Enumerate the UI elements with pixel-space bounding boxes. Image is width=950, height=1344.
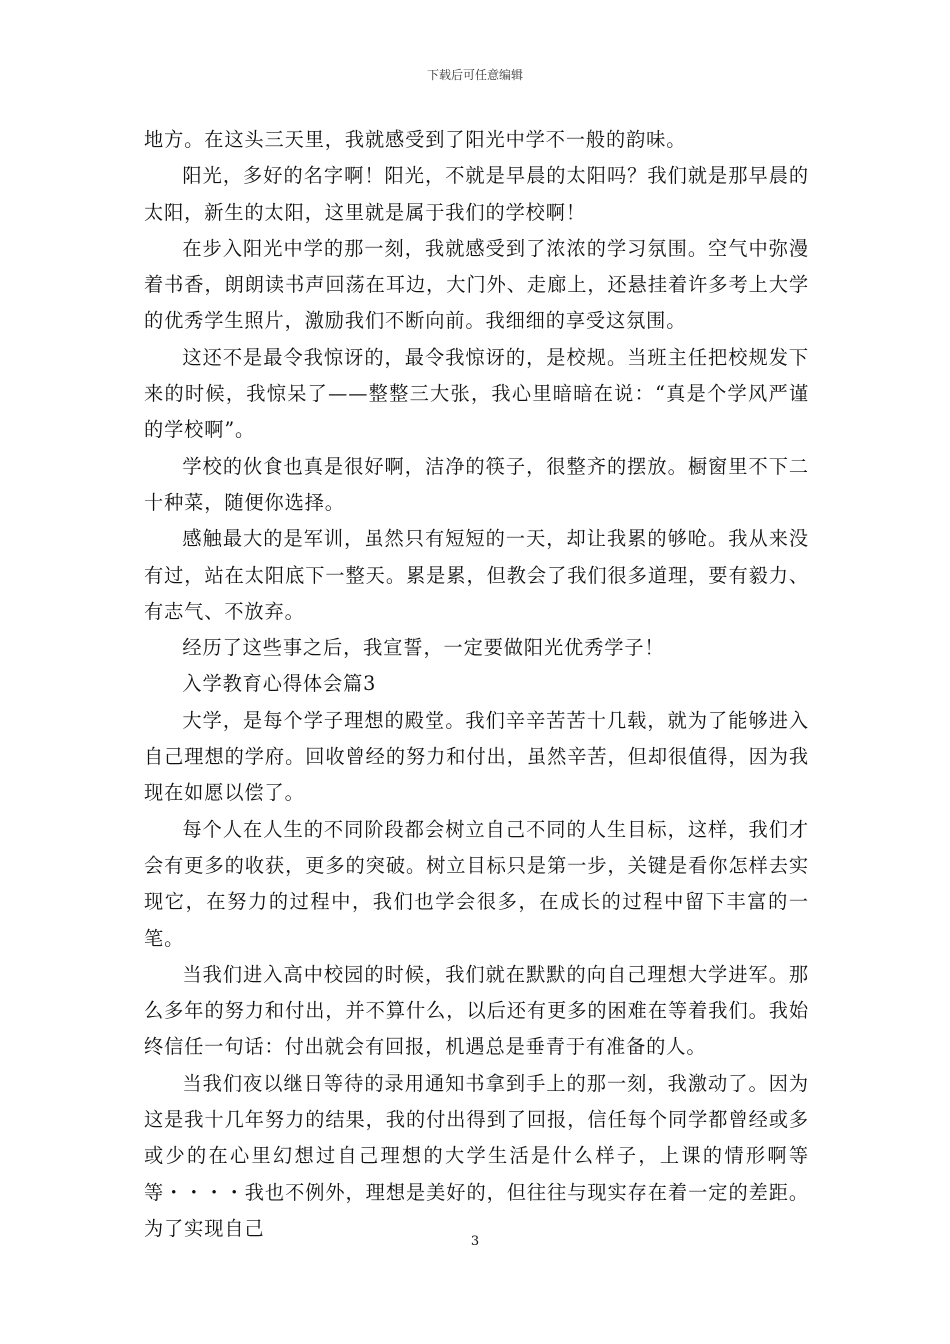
paragraph: 当我们进入高中校园的时候，我们就在默默的向自己理想大学进军。那么多年的努力和付出，并不算什么，以后还有更多的困难在等着我们。我始终信任一句话：付出就会有回报，机遇总是垂青于有准备的人。 [144, 962, 809, 1059]
paragraph: 在步入阳光中学的那一刻，我就感受到了浓浓的学习氛围。空气中弥漫着书香，朗朗读书声回荡在耳边，大门外、走廊上，还悬挂着许多考上大学的优秀学生照片，激励我们不断向前。我细细的享受这氛围。 [144, 236, 809, 333]
page-header: 下载后可任意编辑 [426, 68, 523, 82]
paragraph: 阳光，多好的名字啊！阳光，不就是早晨的太阳吗？我们就是那早晨的太阳，新生的太阳，这里就是属于我们的学校啊！ [144, 164, 809, 224]
paragraph: 感触最大的是军训，虽然只有短短的一天，却让我累的够呛。我从来没有过，站在太阳底下一整天。累是累，但教会了我们很多道理，要有毅力、有志气、不放弃。 [144, 527, 809, 623]
page-number: 3 [470, 1234, 480, 1249]
body-text [144, 122, 809, 1247]
section-heading: 入学教育心得体会篇3 [182, 672, 377, 696]
paragraph: 每个人在人生的不同阶段都会树立自己不同的人生目标，这样，我们才会有更多的收获，更多的突破。树立目标只是第一步，关键是看你怎样去实现它，在努力的过程中，我们也学会很多，在成长的过程中留下丰富的一笔。 [144, 817, 809, 950]
paragraph: 这还不是最令我惊讶的，最令我惊讶的，是校规。当班主任把校规发下来的时候，我惊呆了——整整三大张，我心里暗暗在说：“真是个学风严谨的学校啊”。 [144, 345, 809, 442]
paragraph: 地方。在这头三天里，我就感受到了阳光中学不一般的韵味。 [144, 128, 687, 151]
paragraph: 经历了这些事之后，我宣誓，一定要做阳光优秀学子！ [182, 636, 665, 660]
paragraph: 当我们夜以继日等待的录用通知书拿到手上的那一刻，我激动了。因为这是我十几年努力的结果，我的付出得到了回报，信任每个同学都曾经或多或少的在心里幻想过自己理想的大学生活是什么样子，上课的情形啊等等・・・・我也不例外，理想是美好的，但往往与现实存在着一定的差距。为了实现自己 [144, 1071, 809, 1240]
paragraph: 学校的伙食也真是很好啊，洁净的筷子，很整齐的摆放。橱窗里不下二十种菜，随便你选择。 [144, 454, 809, 514]
paragraph: 大学，是每个学子理想的殿堂。我们辛辛苦苦十几载，就为了能够进入自己理想的学府。回收曾经的努力和付出，虽然辛苦，但却很值得，因为我现在如愿以偿了。 [144, 708, 809, 805]
